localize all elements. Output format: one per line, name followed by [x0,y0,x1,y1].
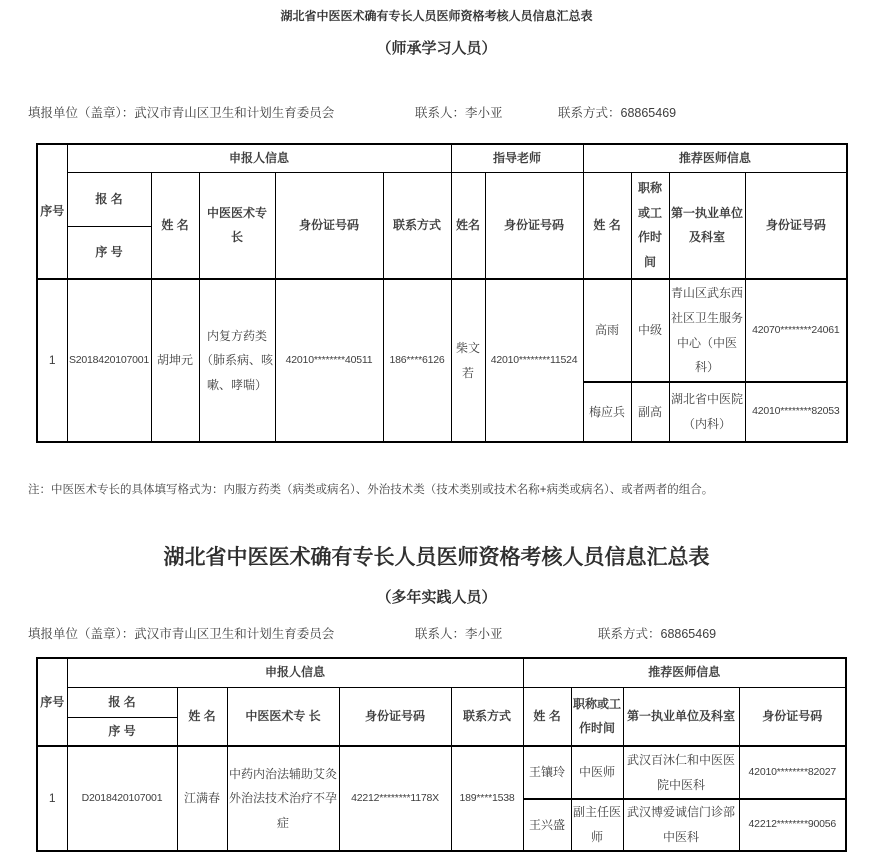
header-recommender-name: 姓 名 [583,172,631,279]
cell-phone: 186****6126 [383,279,451,442]
cell2-specialty: 中药内治法辅助艾灸外治法技术治疗不孕症 [227,746,339,851]
doc-title-mentorship: 湖北省中医医术确有专长人员医师资格考核人员信息汇总表 [280,9,593,23]
header2-tcm-specialty: 中医医术专 长 [227,687,339,746]
reporting-meta-line-1 [0,103,873,121]
header2-contact-method: 联系方式 [451,687,523,746]
contact-phone-text: 联系方式：68865469 [558,106,677,120]
header-title-or-worktime: 职称或工作时间 [631,172,669,279]
header2-title-or-worktime: 职称或工作时间 [571,687,623,746]
contact-phone-text-2: 联系方式：68865469 [598,627,717,641]
cell-recommender-1-title: 中级 [631,279,669,382]
cell2-phone: 189****1538 [451,746,523,851]
header2-applicant-name: 姓 名 [177,687,227,746]
header-serial-number: 序号 [37,144,67,279]
cell2-recommender-1-org: 武汉百沐仁和中医医院中医科 [623,746,739,799]
mentorship-table [36,143,848,443]
reporting-unit-text: 填报单位（盖章）：武汉市青山区卫生和计划生育委员会 [28,106,335,120]
cell2-registration-no: D2018420107001 [67,746,177,851]
header-registration-top: 报 名 [67,172,151,226]
cell2-recommender-2-title: 副主任医师 [571,799,623,851]
header-registration-bottom: 序 号 [67,226,151,279]
header2-primary-practice-org: 第一执业单位及科室 [623,687,739,746]
cell2-recommender-2-name: 王兴盛 [523,799,571,851]
doc-subtitle-mentorship: （师承学习人员） [376,40,497,57]
contact-person-text-2: 联系人：李小亚 [415,627,503,641]
header-tutor-name: 姓名 [451,172,485,279]
cell-serial: 1 [37,279,67,442]
practice-table [36,657,847,852]
cell-recommender-1-name: 高雨 [583,279,631,382]
reporting-meta-line-2 [0,624,873,642]
cell-recommender-2-name: 梅应兵 [583,382,631,442]
cell-recommender-1-id: 42070********24061 [745,279,847,382]
header-recommender-group: 推荐医师信息 [583,144,847,172]
header-tutor-group: 指导老师 [451,144,583,172]
doc-title-practice: 湖北省中医医术确有专长人员医师资格考核人员信息汇总表 [163,545,710,569]
cell2-recommender-1-title: 中医师 [571,746,623,799]
cell2-recommender-2-id: 42212********90056 [739,799,846,851]
cell2-serial: 1 [37,746,67,851]
cell-recommender-2-org: 湖北省中医院（内科） [669,382,745,442]
contact-person-text: 联系人：李小亚 [415,106,503,120]
header-tutor-id: 身份证号码 [485,172,583,279]
doc-subtitle-practice: （多年实践人员） [376,590,497,606]
header-id-number: 身份证号码 [275,172,383,279]
specialty-format-note: 注：中医医术专长的具体填写格式为：内服方药类（病类或病名）、外治技术类（技术类别或技术名称+病类或病名）、或者两者的组合。 [28,484,714,496]
header2-applicant-info-group: 申报人信息 [67,658,523,687]
cell2-applicant-name: 江满春 [177,746,227,851]
cell-specialty: 内复方药类（肺系病、咳嗽、哮喘） [199,279,275,442]
header2-serial-number: 序号 [37,658,67,746]
cell-registration-no: S2018420107001 [67,279,151,442]
reporting-unit-text-2: 填报单位（盖章）：武汉市青山区卫生和计划生育委员会 [28,627,335,641]
cell-recommender-2-id: 42010********82053 [745,382,847,442]
header-applicant-name: 姓 名 [151,172,199,279]
header-tcm-specialty: 中医医术专 长 [199,172,275,279]
cell2-recommender-2-org: 武汉博爱诚信门诊部中医科 [623,799,739,851]
cell-tutor-id: 42010********11524 [485,279,583,442]
header-recommender-id: 身份证号码 [745,172,847,279]
cell-applicant-name: 胡坤元 [151,279,199,442]
header-contact-method: 联系方式 [383,172,451,279]
cell2-recommender-1-id: 42010********82027 [739,746,846,799]
cell-recommender-2-title: 副高 [631,382,669,442]
cell-id-number: 42010********40511 [275,279,383,442]
header2-recommender-name: 姓 名 [523,687,571,746]
cell2-id-number: 42212********1178X [339,746,451,851]
header2-id-number: 身份证号码 [339,687,451,746]
cell-tutor-name: 柴文若 [451,279,485,442]
header2-registration-top: 报 名 [67,687,177,717]
header-primary-practice-org: 第一执业单位及科室 [669,172,745,279]
header2-recommender-group: 推荐医师信息 [523,658,846,687]
cell-recommender-1-org: 青山区武东西社区卫生服务中心（中医科） [669,279,745,382]
header-applicant-info-group: 申报人信息 [67,144,451,172]
header2-registration-bottom: 序 号 [67,717,177,746]
header2-recommender-id: 身份证号码 [739,687,846,746]
cell2-recommender-1-name: 王镶玲 [523,746,571,799]
